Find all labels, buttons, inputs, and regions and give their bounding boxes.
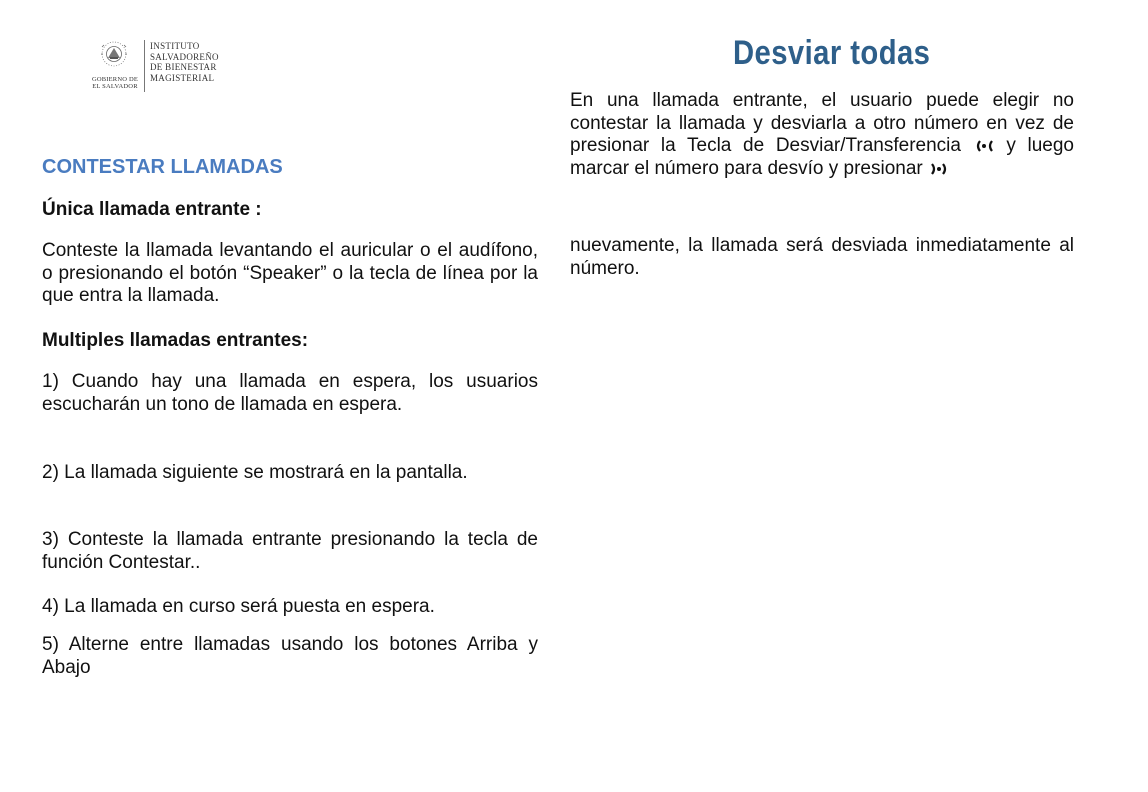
step-4: 4) La llamada en curso será puesta en espera. xyxy=(42,596,435,617)
forward-paragraph-cont: nuevamente, la llamada será desviada inmediatamente al número. xyxy=(570,235,1074,279)
institute-line: DE BIENESTAR xyxy=(150,62,217,72)
forward-text-b: y luego marcar el número para desvío y presionar xyxy=(570,135,1074,179)
step-1: 1) Cuando hay una llamada en espera, los usuarios escucharán un tono de llamada en espera. xyxy=(42,371,538,415)
forward-paragraph xyxy=(570,90,1074,180)
step-5: 5) Alterne entre llamadas usando los botones Arriba y Abajo xyxy=(42,634,538,678)
institution-logo xyxy=(88,38,248,96)
single-call-text: Conteste la llamada levantando el auricular o el audífono, o presionando el botón “Speaker” o la tecla de línea por la que entra la llamada. xyxy=(42,240,538,306)
step-3: 3) Conteste la llamada entrante presionando la tecla de función Contestar.. xyxy=(42,529,538,573)
logo-divider xyxy=(144,40,145,92)
forward-icon xyxy=(928,161,950,177)
institute-line: INSTITUTO xyxy=(150,41,200,51)
institute-name xyxy=(150,41,219,83)
transfer-icon xyxy=(973,138,995,154)
page-heading: Desviar todas xyxy=(733,34,931,72)
coat-of-arms-icon xyxy=(96,38,132,72)
institute-line: SALVADOREÑO xyxy=(150,51,219,62)
government-label xyxy=(88,76,142,90)
single-call-heading: Única llamada entrante : xyxy=(42,199,262,220)
forward-text-a: En una llamada entrante, el usuario puede elegir no contestar la llamada y desviarla a otro número en vez de presionar la Tecla de Desviar/Transferencia xyxy=(570,90,1074,156)
step-2: 2) La llamada siguiente se mostrará en la pantalla. xyxy=(42,462,468,483)
multiple-calls-heading: Multiples llamadas entrantes: xyxy=(42,330,309,351)
gov-line: GOBIERNO DE xyxy=(91,76,139,83)
section-title: CONTESTAR LLAMADAS xyxy=(42,156,283,178)
gov-line: EL SALVADOR xyxy=(92,83,138,90)
institute-line: MAGISTERIAL xyxy=(150,72,215,83)
